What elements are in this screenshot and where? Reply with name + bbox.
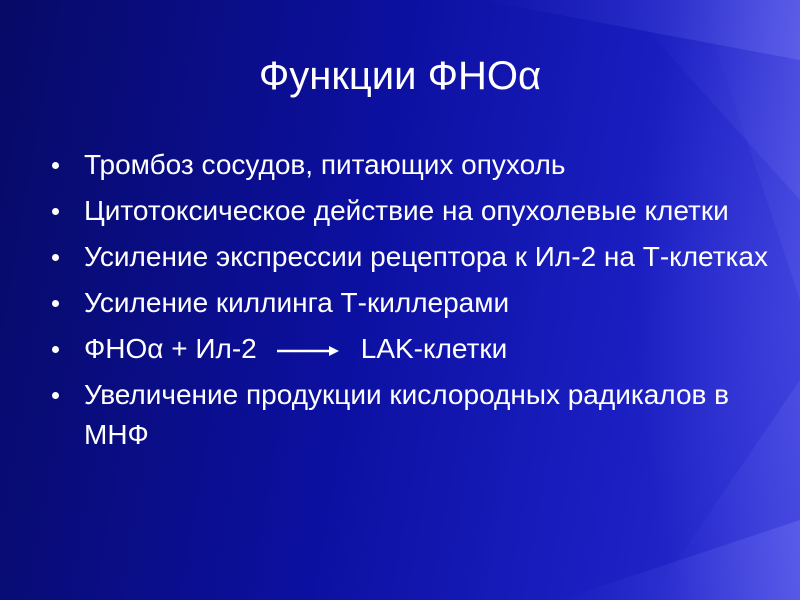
right-arrow-icon [277, 344, 339, 358]
formula-item [52, 329, 772, 369]
bullet-icon [52, 254, 59, 261]
bullet-text: Тромбоз сосудов, питающих опухоль [84, 149, 566, 180]
slide-title: Функции ФНОα [258, 54, 542, 98]
bullet-icon [52, 346, 59, 353]
bullet-text: Усиление экспрессии рецептора к Ил-2 на Т-клетках [84, 241, 768, 272]
bullet-text: Усиление киллинга Т-киллерами [84, 287, 510, 318]
bullet-list [52, 145, 772, 461]
bullet-text: Цитотоксическое действие на опухолевые клетки [84, 195, 729, 226]
list-item [52, 283, 772, 323]
list-item [52, 375, 772, 455]
formula-right: LAK-клетки [360, 333, 508, 364]
list-item [52, 191, 772, 231]
list-item [52, 145, 772, 185]
bullet-text: Увеличение продукции кислородных радикалов в МНФ [84, 379, 730, 450]
bullet-icon [52, 300, 59, 307]
bullet-icon [52, 162, 59, 169]
list-item [52, 237, 772, 277]
bullet-icon [52, 392, 59, 399]
formula-left: ФНОα + Ил-2 [84, 333, 257, 364]
bullet-icon [52, 208, 59, 215]
